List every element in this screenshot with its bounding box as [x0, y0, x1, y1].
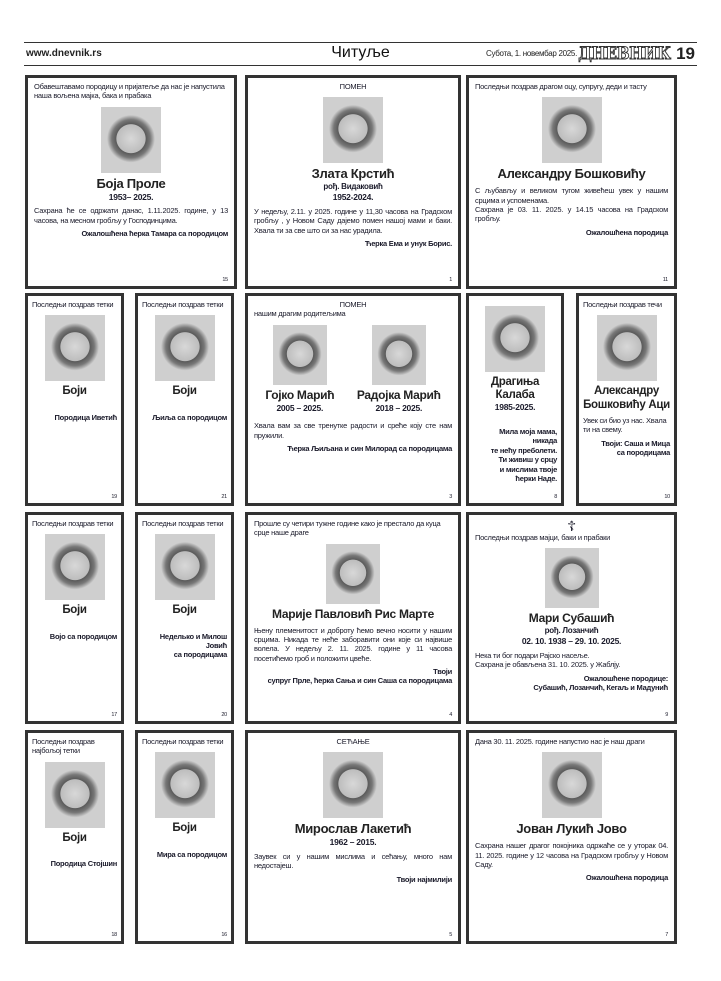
- notice-intro: Последњи поздрав мајци, баки и прабаки: [475, 533, 611, 542]
- deceased-name: Јован Лукић Јово: [516, 821, 627, 837]
- photo-row: [254, 752, 452, 818]
- deceased-name: Мари Субашић: [528, 611, 615, 626]
- notice-number: 18: [111, 932, 117, 938]
- notice-number: 16: [221, 932, 227, 938]
- photo-row: [254, 97, 452, 163]
- notice-intro: Дана 30. 11. 2025. године напустио нас је наш драги: [475, 737, 645, 746]
- notice-number: 4: [449, 712, 452, 718]
- person: [101, 107, 161, 173]
- deceased-name: Боји: [62, 385, 87, 398]
- life-dates: 2018 – 2025.: [375, 402, 423, 413]
- obituary-notice: [135, 293, 234, 506]
- person: [45, 315, 105, 381]
- portrait-photo: [372, 325, 426, 385]
- notice-intro: Последњи поздрав најбољој тетки: [32, 737, 95, 756]
- notice-signature: Мира са породицом: [156, 849, 227, 859]
- photo-row: [475, 548, 668, 608]
- person: [45, 762, 105, 828]
- portrait-photo: [545, 548, 599, 608]
- notice-text: Заувек си у нашим мислима и сећању, много нам недостајеш.: [254, 851, 452, 871]
- portrait-photo: [45, 762, 105, 828]
- portrait-photo: [326, 544, 380, 604]
- notice-number: 17: [111, 712, 117, 718]
- notice-text: Нека ти бог подари Рајско насеље. Сахрана је обављена 31. 10. 2025. у Жаблју.: [475, 650, 621, 670]
- obituary-notice: [466, 75, 677, 289]
- obituary-notice: [245, 75, 461, 289]
- obituary-notice: [25, 75, 237, 289]
- notice-text: Сахрана нашег драгог покојника одржаће се у уторак 04. 11. 2025. године у 12 часова на Градском гробљу у Новом Саду.: [475, 841, 668, 870]
- person: [485, 306, 545, 372]
- issue-date: Субота, 1. новембар 2025.: [485, 49, 577, 58]
- portrait-photo: [45, 315, 105, 381]
- notice-signature: Мила моја мама, никада те нећу преболети. Ти живиш у срцу и мислима твоје ћерки Наде.: [490, 427, 557, 483]
- obituary-notice: [466, 293, 564, 506]
- portrait-photo: [155, 315, 215, 381]
- photo-row: [142, 315, 227, 381]
- notice-signature: Породица Стојшин: [50, 858, 117, 868]
- photo-row: [32, 315, 117, 381]
- section-title: Читуље: [331, 44, 390, 61]
- orthodox-cross-icon: ☦: [567, 518, 576, 534]
- deceased-name: Боји: [62, 604, 87, 617]
- obituary-notice: [135, 512, 234, 724]
- obituary-notice: [135, 730, 234, 944]
- obituary-notice: [25, 730, 124, 944]
- deceased-name: Боји: [172, 385, 197, 398]
- notice-signature: Ожалошћене породице: Субашић, Лозанчић, Кегаљ и Мадунић: [533, 673, 668, 692]
- notice-signature: Твоји најмилији: [396, 874, 452, 884]
- person: [323, 97, 383, 163]
- portrait-photo: [101, 107, 161, 173]
- obituary-notice: [466, 512, 677, 724]
- notice-number: 5: [449, 932, 452, 938]
- photo-row: [583, 315, 670, 381]
- notice-text: Сахрана ће се одржати данас, 1.11.2025. године, у 13 часова, на месном гробљу у Господинцима.: [34, 206, 228, 225]
- person: [265, 325, 334, 413]
- notice-signature: Љиља са породицом: [152, 412, 227, 422]
- deceased-name: Злата Крстић: [311, 166, 395, 182]
- notice-number: 3: [449, 494, 452, 500]
- person: [326, 544, 380, 604]
- portrait-photo: [485, 306, 545, 372]
- notice-intro-2: нашим драгим родитељима: [254, 309, 346, 319]
- portrait-photo: [155, 534, 215, 600]
- notice-number: 21: [221, 494, 227, 500]
- deceased-name: Александру Бошковићу: [497, 166, 646, 182]
- notice-signature: Ћерка Ема и унук Борис.: [364, 239, 452, 249]
- maiden-name: рођ. Видаковић: [323, 182, 383, 192]
- notice-intro: Обавештавамо породицу и пријатеље да нас је напустила наша вољена мајка, бака и прабака: [34, 82, 225, 101]
- deceased-name: Александру Бошковићу Аци: [583, 385, 670, 411]
- person: [545, 548, 599, 608]
- person: [45, 534, 105, 600]
- obituary-notice: [245, 512, 461, 724]
- notice-intro: Последњи поздрав тетки: [142, 519, 224, 528]
- deceased-name: Радојка Марић: [356, 387, 441, 402]
- notice-signature: Ожалошћена породица: [585, 873, 668, 883]
- page-header: [24, 42, 697, 66]
- life-dates: 2005 – 2025.: [276, 402, 324, 413]
- deceased-name: Мирослав Лакетић: [294, 821, 412, 837]
- person: [155, 752, 215, 818]
- notice-intro: Последњи поздрав тетки: [32, 519, 114, 528]
- portrait-photo: [273, 325, 327, 385]
- portrait-photo: [155, 752, 215, 818]
- portrait-photo: [323, 97, 383, 163]
- photo-row: [32, 534, 117, 600]
- obituary-notice: [576, 293, 677, 506]
- notice-text: Хвала вам за све тренутке радости и среће коју сте нам пружили.: [254, 421, 452, 440]
- notice-signature: Твоји супруг Прле, ћерка Сања и син Саша са породицама: [267, 667, 452, 686]
- notice-number: 19: [111, 494, 117, 500]
- notice-number: 15: [222, 277, 228, 283]
- obituary-notice: [466, 730, 677, 944]
- photo-row: [254, 544, 452, 604]
- person: [542, 97, 602, 163]
- person: [597, 315, 657, 381]
- notice-number: 10: [664, 494, 670, 500]
- notice-text: У недељу, 2.11. у 2025. године у 11,30 часова на Градском гробљу , у Новом Саду дајемо помен нашој мами и баки. Хвала ти за све што си за нас урадила.: [254, 206, 452, 235]
- portrait-photo: [542, 752, 602, 818]
- notice-intro: Последњи поздрав течи: [583, 300, 662, 309]
- deceased-name: Боја Проле: [96, 175, 166, 191]
- notice-intro: Прошле су четири тужне године како је престало да куца срце наше драге: [254, 519, 441, 538]
- portrait-photo: [597, 315, 657, 381]
- obituary-notice: [245, 730, 461, 944]
- notice-text: С љубављу и великом тугом живећеш увек у нашим срцима и успоменама. Сахрана је 03. 11. 2025. у 14.15 часова на Градском гробљу.: [475, 186, 668, 224]
- deceased-name: Боји: [62, 831, 87, 844]
- photo-row: [142, 534, 227, 600]
- notice-number: 11: [662, 277, 668, 283]
- life-dates: 02. 10. 1938 – 29. 10. 2025.: [521, 636, 622, 647]
- portrait-photo: [45, 534, 105, 600]
- photo-row: [475, 97, 668, 163]
- photo-row: [32, 762, 117, 828]
- notice-signature: Твоји: Саша и Мица са породицама: [601, 438, 670, 457]
- person: [155, 315, 215, 381]
- life-dates: 1953– 2025.: [108, 191, 154, 202]
- person: [323, 752, 383, 818]
- life-dates: 1985-2025.: [494, 402, 536, 413]
- deceased-name: Марије Павловић Рис Марте: [271, 606, 435, 621]
- notice-intro: Последњи поздрав драгом оцу, супругу, деди и тасту: [475, 82, 647, 91]
- person: [542, 752, 602, 818]
- deceased-name: Боји: [172, 822, 197, 835]
- notice-number: 1: [449, 277, 452, 283]
- notice-intro: Последњи поздрав тетки: [142, 737, 224, 746]
- photo-row: [473, 306, 557, 372]
- notice-intro: СЕЋАЊЕ: [336, 737, 370, 746]
- notice-intro: Последњи поздрав тетки: [32, 300, 114, 309]
- obituary-notice: [25, 512, 124, 724]
- notice-intro: Последњи поздрав тетки: [142, 300, 224, 309]
- notice-number: 8: [554, 494, 557, 500]
- notice-signature: Ћерка Љиљана и син Милорад са породицама: [287, 443, 452, 453]
- newspaper-logo: ДНЕВНИК: [578, 44, 671, 64]
- notice-signature: Ожалошћена породица: [585, 227, 668, 237]
- obituary-notice: [25, 293, 124, 506]
- notice-signature: Неделько и Милош Јовић са породицама: [159, 631, 227, 660]
- maiden-name: рођ. Лозанчић: [544, 626, 599, 636]
- notice-intro: ПОМЕН: [339, 300, 367, 309]
- deceased-name: Боји: [172, 604, 197, 617]
- notice-number: 9: [665, 712, 668, 718]
- site-url[interactable]: www.dnevnik.rs: [26, 48, 102, 59]
- notice-signature: Војо са породицом: [49, 631, 117, 641]
- notice-text: Њену племенитост и доброту ћемо вечно носити у нашим срцима. Никада те неће заборавити они које си највише волела. У недељу 2. 11. 2025. године у 11 часова посетићемо гроб и положити цвеће.: [254, 625, 452, 663]
- page-number: 19: [676, 44, 695, 63]
- notice-signature: Породица Иветић: [54, 412, 117, 422]
- notice-intro: ПОМЕН: [339, 82, 367, 91]
- photo-row: [142, 752, 227, 818]
- deceased-name: Гојко Марић: [265, 387, 335, 402]
- person: [155, 534, 215, 600]
- notice-text: Увек си био уз нас. Хвала ти на свему.: [583, 415, 667, 435]
- notice-signature: Ожалошћена ћерка Тамара са породицом: [81, 229, 228, 239]
- photo-row: [254, 325, 452, 413]
- photo-row: [34, 107, 228, 173]
- life-dates: 1962 – 2015.: [329, 837, 377, 848]
- obituary-notice: [245, 293, 461, 506]
- person: [357, 325, 441, 413]
- notice-number: 20: [221, 712, 227, 718]
- deceased-name: Драгиња Калаба: [490, 376, 540, 402]
- portrait-photo: [542, 97, 602, 163]
- life-dates: 1952-2024.: [332, 192, 374, 203]
- photo-row: [475, 752, 668, 818]
- portrait-photo: [323, 752, 383, 818]
- notice-number: 7: [665, 932, 668, 938]
